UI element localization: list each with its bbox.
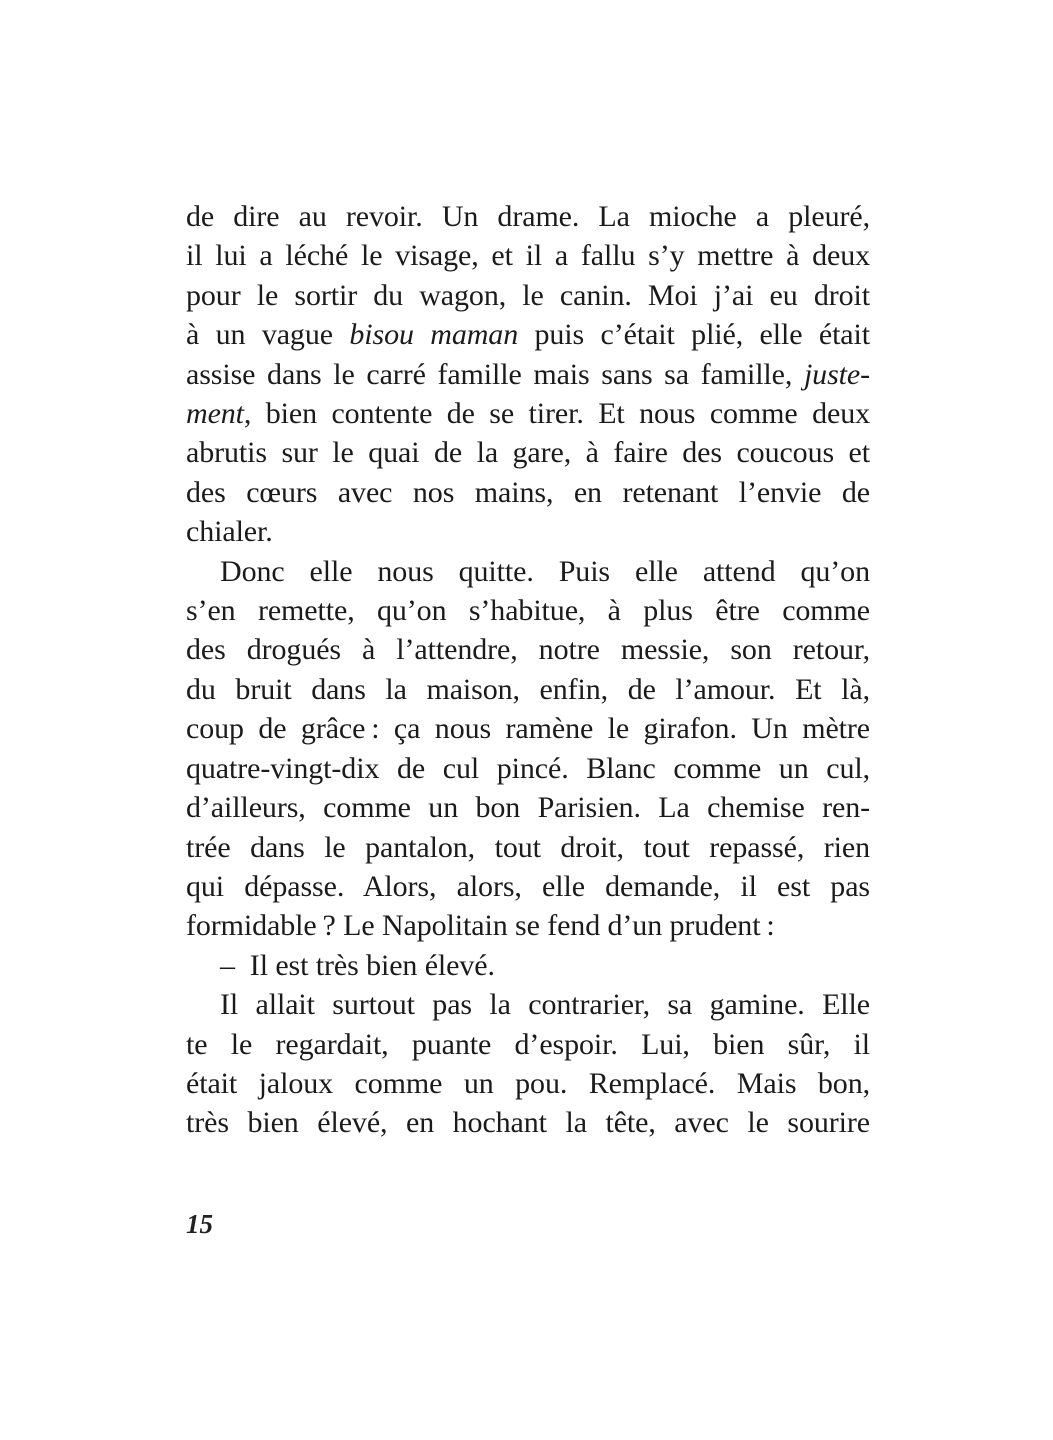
page-number: 15	[186, 1209, 213, 1239]
text-line	[186, 315, 870, 354]
body-text: à un vague	[186, 318, 350, 352]
text-line	[186, 709, 870, 748]
body-text: abrutis sur le quai de la gare, à faire des coucous et	[186, 436, 870, 470]
body-text: quatre-vingt-dix de cul pincé. Blanc comme un cul,	[186, 751, 870, 785]
text-line	[186, 552, 870, 591]
text-block	[186, 197, 870, 1143]
body-text: trée dans le pantalon, tout droit, tout repassé, rien	[186, 830, 870, 864]
body-text: il lui a léché le visage, et il a fallu s’y mettre à deux	[186, 239, 870, 273]
body-text: qui dépasse. Alors, alors, elle demande, il est pas	[186, 869, 870, 903]
body-text: très bien élevé, en hochant la tête, avec le sourire	[186, 1106, 870, 1140]
text-line	[186, 867, 870, 906]
text-line	[186, 788, 870, 827]
body-text: puis c’était plié, elle était	[518, 318, 870, 352]
text-line	[186, 433, 870, 472]
body-text: était jaloux comme un pou. Remplacé. Mais bon,	[186, 1066, 870, 1100]
body-text: d’ailleurs, comme un bon Parisien. La chemise ren-	[186, 791, 870, 825]
body-text: – Il est très bien élevé.	[220, 948, 495, 982]
body-text: pour le sortir du wagon, le canin. Moi j’ai eu droit	[186, 278, 870, 312]
text-line	[186, 276, 870, 315]
body-text: des cœurs avec nos mains, en retenant l’envie de	[186, 475, 870, 509]
text-line	[186, 985, 870, 1024]
text-line	[186, 1103, 870, 1142]
body-text: des drogués à l’attendre, notre messie, son retour,	[186, 633, 870, 667]
text-line	[186, 473, 870, 512]
text-line	[186, 828, 870, 867]
body-text: chialer.	[186, 515, 273, 549]
body-text: de dire au revoir. Un drame. La mioche a pleuré,	[186, 200, 870, 233]
body-text: coup de grâce : ça nous ramène le girafon. Un mètre	[186, 712, 870, 746]
text-line	[186, 630, 870, 669]
italic-text: juste-	[803, 357, 870, 391]
body-text: s’en remette, qu’on s’habitue, à plus être comme	[186, 594, 870, 628]
body-text: assise dans le carré famille mais sans sa famille,	[186, 357, 804, 391]
body-text: formidable ? Le Napolitain se fend d’un prudent :	[186, 909, 775, 943]
text-line	[186, 236, 870, 275]
body-text: , bien contente de se tirer. Et nous comme deux	[243, 397, 870, 431]
text-line	[186, 394, 870, 433]
text-line	[186, 670, 870, 709]
text-line	[186, 906, 870, 945]
italic-text: bisou maman	[349, 318, 519, 352]
body-text: du bruit dans la maison, enfin, de l’amour. Et là,	[186, 672, 870, 706]
text-line	[186, 946, 870, 985]
text-line	[186, 197, 870, 236]
text-line	[186, 355, 870, 394]
body-text: te le regardait, puante d’espoir. Lui, bien sûr, il	[186, 1027, 870, 1061]
text-line	[186, 1025, 870, 1064]
text-line	[186, 591, 870, 630]
body-text: Donc elle nous quitte. Puis elle attend qu’on	[220, 554, 870, 588]
text-line	[186, 749, 870, 788]
text-line	[186, 512, 870, 551]
text-line	[186, 1064, 870, 1103]
italic-text: ment	[186, 397, 244, 431]
body-text: Il allait surtout pas la contrarier, sa gamine. Elle	[220, 988, 870, 1022]
